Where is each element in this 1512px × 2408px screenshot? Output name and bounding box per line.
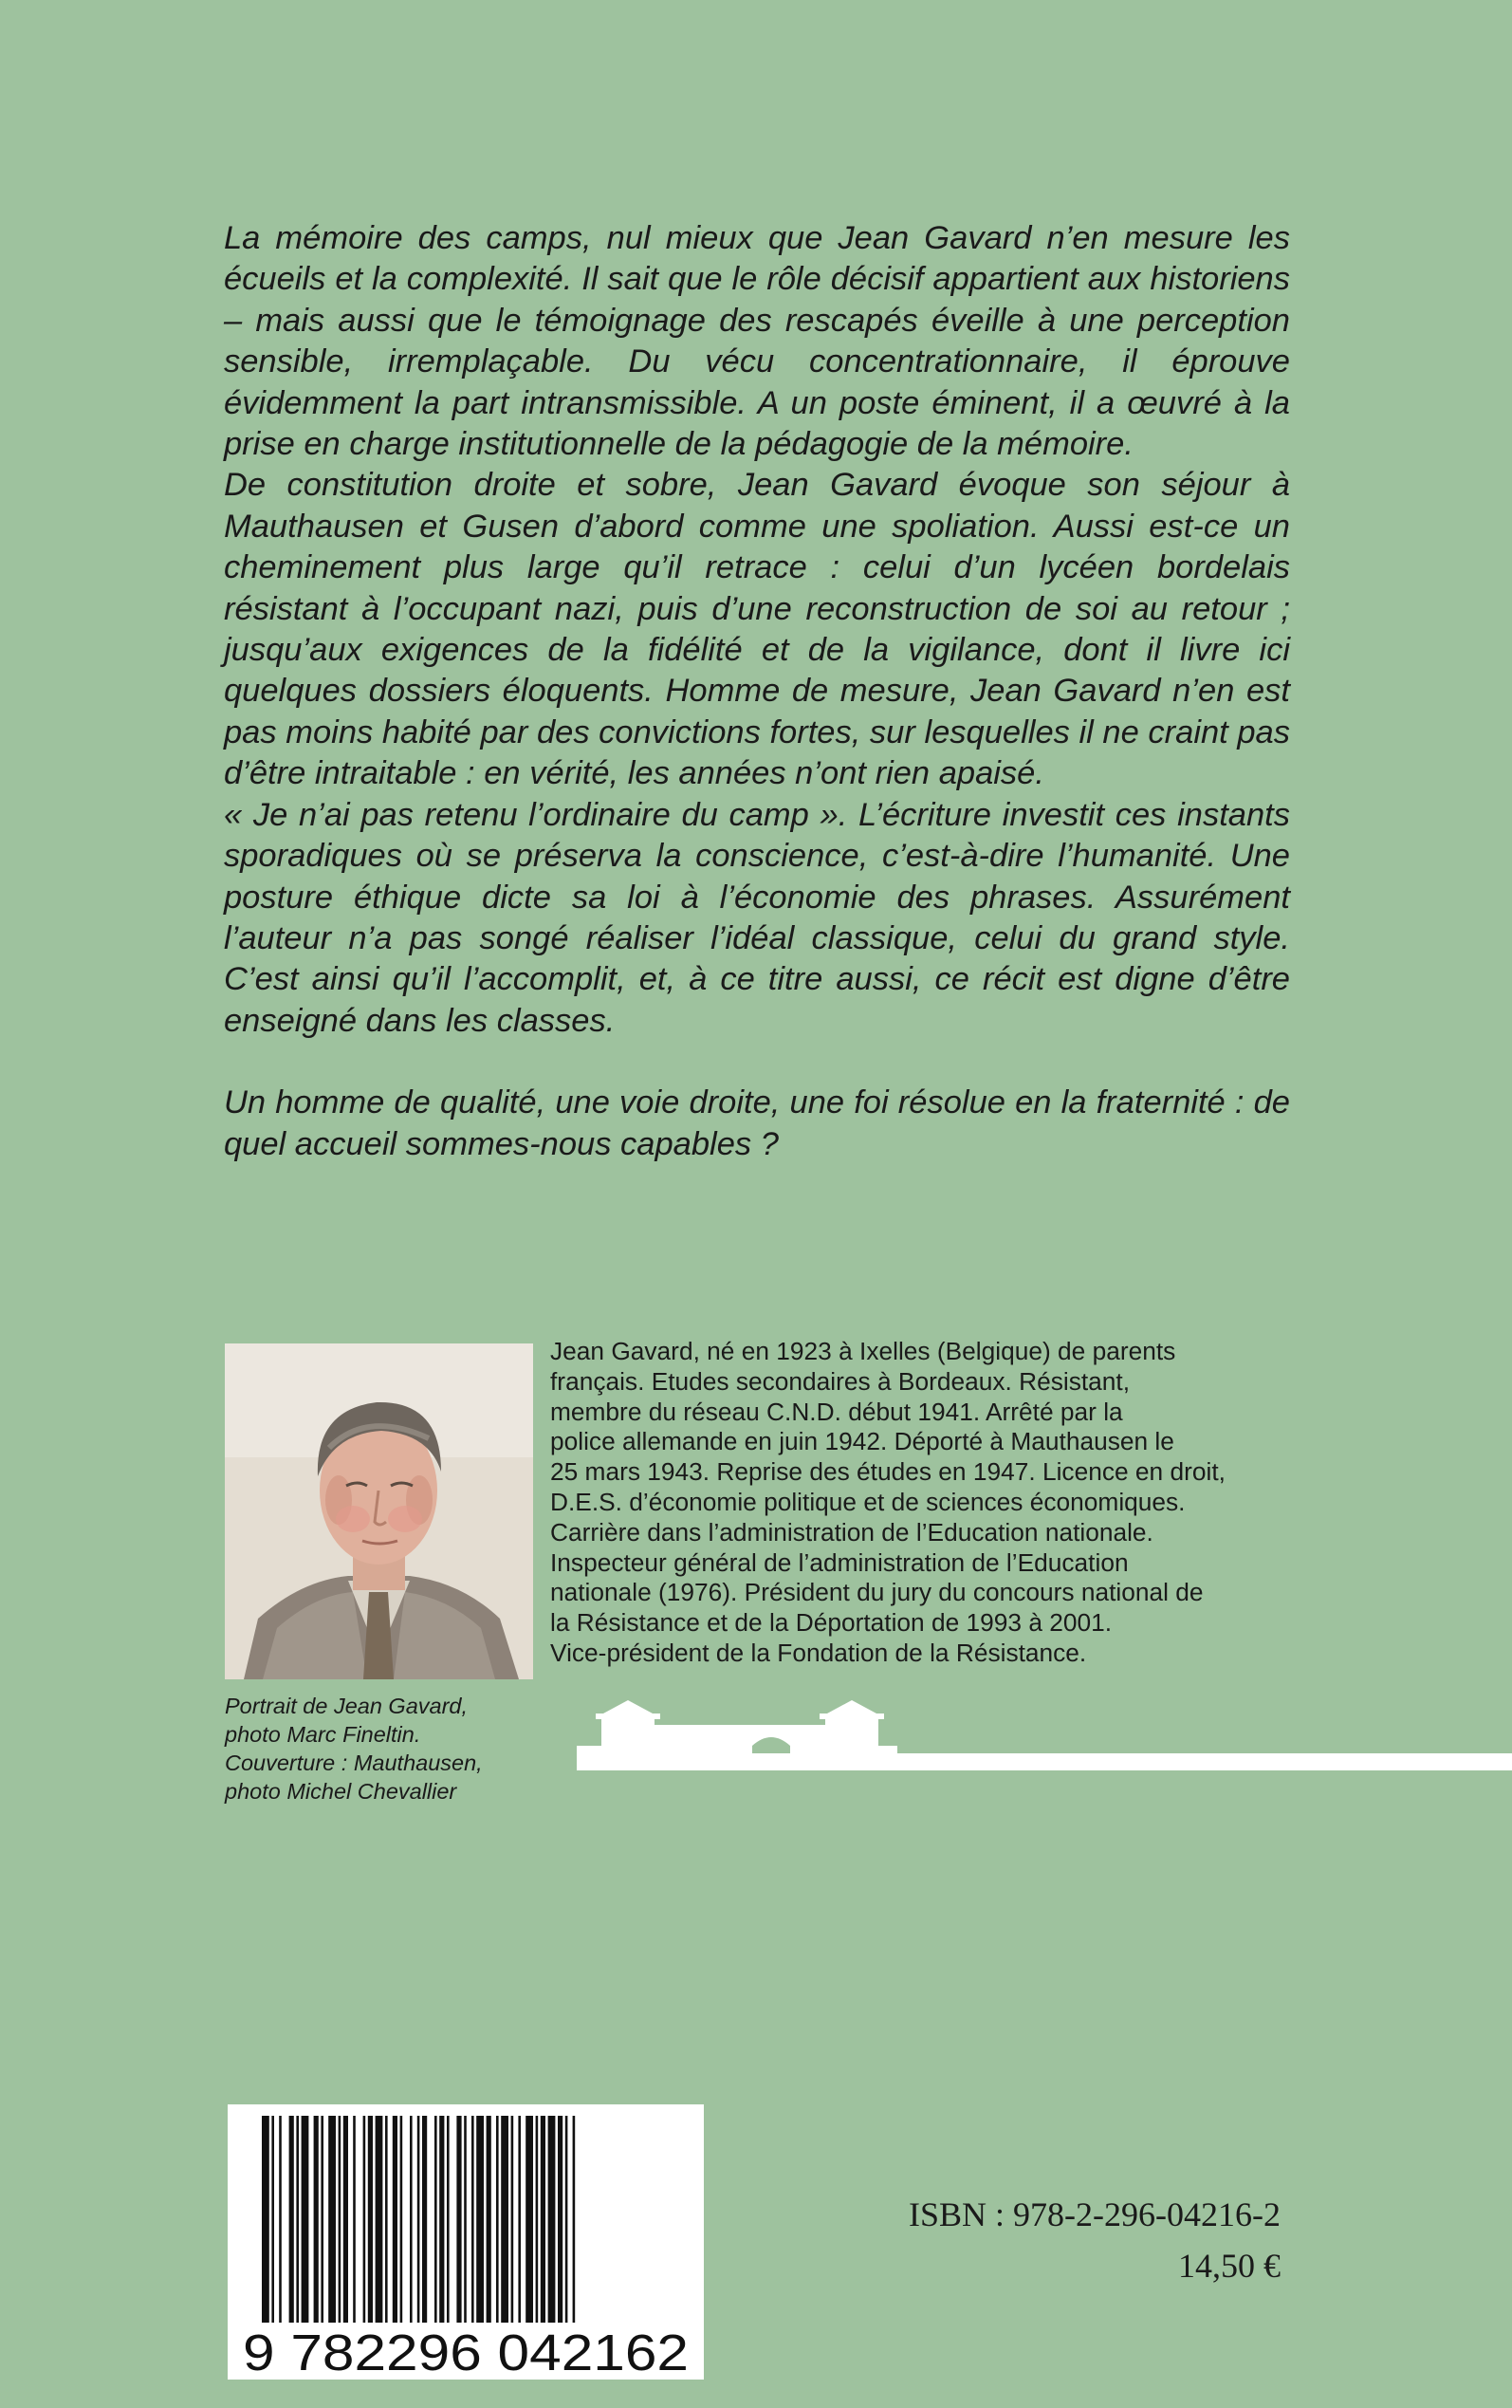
barcode-bar — [511, 2116, 514, 2323]
isbn: ISBN : 978-2-296-04216-2 — [909, 2195, 1281, 2233]
blurb-paragraph-4: Un homme de qualité, une voie droite, une foi résolue en la fraternité : de quel accueil sommes-nous capables ? — [224, 1084, 1290, 1162]
barcode-bar — [363, 2116, 366, 2323]
barcode-bar — [573, 2116, 576, 2323]
author-biography — [550, 1337, 1288, 1669]
price: 14,50 € — [1178, 2247, 1281, 2285]
barcode-bar — [417, 2116, 420, 2323]
barcode-bar — [343, 2116, 348, 2323]
barcode-bar — [302, 2116, 309, 2323]
barcode-bar — [368, 2116, 373, 2323]
barcode-bar — [262, 2116, 269, 2323]
barcode-bar — [385, 2116, 388, 2323]
barcode-bar — [487, 2116, 491, 2323]
bio-line: police allemande en juin 1942. Déporté à Mauthausen le — [550, 1427, 1174, 1456]
back-cover-blurb — [224, 218, 1290, 1165]
barcode-bar — [476, 2116, 484, 2323]
bio-line: D.E.S. d’économie politique et de sciences économiques. — [550, 1487, 1186, 1516]
bio-line: Vice-président de la Fondation de la Résistance. — [550, 1638, 1087, 1667]
barcode-bar — [496, 2116, 499, 2323]
barcode-bar — [289, 2116, 294, 2323]
caption-line-3: Couverture : Mauthausen, — [225, 1750, 483, 1775]
barcode-bars — [228, 2104, 704, 2380]
barcode-bar — [321, 2116, 323, 2323]
barcode-bar — [548, 2116, 556, 2323]
barcode-bar — [376, 2116, 383, 2323]
author-portrait-photo — [225, 1343, 533, 1679]
bio-line: Carrière dans l’administration de l’Education nationale. — [550, 1517, 1153, 1547]
barcode-bar — [558, 2116, 562, 2323]
barcode-bar — [518, 2116, 521, 2323]
barcode-bar — [279, 2116, 282, 2323]
barcode-digits: 9 782296 042162 — [243, 2325, 689, 2380]
barcode-bar — [271, 2116, 274, 2323]
bio-line: français. Etudes secondaires à Bordeaux. Résistant, — [550, 1366, 1131, 1396]
barcode-bar — [439, 2116, 444, 2323]
barcode-bar — [464, 2116, 467, 2323]
barcode-bar — [541, 2116, 545, 2323]
caption-line-1: Portrait de Jean Gavard, — [225, 1694, 469, 1718]
bio-line: membre du réseau C.N.D. début 1941. Arrêté par la — [550, 1397, 1123, 1426]
barcode-bar — [526, 2116, 533, 2323]
barcode-bar — [565, 2116, 568, 2323]
author-portrait-illustration — [225, 1343, 533, 1679]
barcode-bar — [501, 2116, 508, 2323]
bio-line: Jean Gavard, né en 1923 à Ixelles (Belgique) de parents — [550, 1337, 1176, 1365]
barcode-bar — [410, 2116, 413, 2323]
bio-line: la Résistance et de la Déportation de 1993 à 2001. — [550, 1608, 1113, 1638]
barcode-bar — [434, 2116, 437, 2323]
bio-line: 25 mars 1943. Reprise des études en 1947. Licence en droit, — [550, 1457, 1226, 1487]
photo-caption — [225, 1692, 547, 1806]
camp-silhouette-ornament — [577, 1696, 1512, 1791]
barcode-bar — [471, 2116, 474, 2323]
barcode-bar — [353, 2116, 356, 2323]
barcode — [228, 2104, 704, 2380]
barcode-bar — [314, 2116, 319, 2323]
blurb-paragraph-3: « Je n’ai pas retenu l’ordinaire du camp ». L’écriture investit ces instants sporadiques où se préserva la conscience, c’est-à-dire l’humanité. Une posture éthique dicte sa loi à l’économie des phrases. Assurément l’auteur n’a pas songé réaliser l’idéal classique, celui du grand style. C’est ainsi qu’il l’accomplit, et, à ce titre aussi, ce récit est digne d’être enseigné dans les classes. — [224, 796, 1290, 1039]
barcode-bar — [422, 2116, 427, 2323]
caption-line-2: photo Marc Fineltin. — [225, 1722, 421, 1747]
barcode-bar — [393, 2116, 397, 2323]
barcode-bar — [536, 2116, 539, 2323]
barcode-bar — [339, 2116, 341, 2323]
blurb-paragraph-1: La mémoire des camps, nul mieux que Jean Gavard n’en mesure les écueils et la complexité. Il sait que le rôle décisif appartient aux historiens – mais aussi que le témoignage des rescapés éveille à une perception sensible, irremplaçable. Du vécu concentrationnaire, il éprouve évidemment la part intransmissible. A un poste éminent, il a œuvré à la prise en charge institutionnelle de la pédagogie de la mémoire. — [224, 220, 1290, 463]
barcode-bar — [456, 2116, 461, 2323]
barcode-bar — [400, 2116, 403, 2323]
blurb-paragraph-2: De constitution droite et sobre, Jean Gavard évoque son séjour à Mauthausen et Gusen d’abord comme une spoliation. Aussi est-ce un cheminement plus large qu’il retrace : celui d’un lycéen bordelais résistant à l’occupant nazi, puis d’une reconstruction de soi au retour ; jusqu’aux exigences de la fidélité et de la vigilance, dont il livre ici quelques dossiers éloquents. Homme de mesure, Jean Gavard n’en est pas moins habité par des convictions fortes, sur lesquelles il ne craint pas d’être intraitable : en vérité, les années n’ont rien apaisé. — [224, 467, 1290, 792]
barcode-bar — [296, 2116, 299, 2323]
caption-line-4: photo Michel Chevallier — [225, 1779, 457, 1804]
barcode-bar — [447, 2116, 450, 2323]
bio-line: Inspecteur général de l’administration de l’Education — [550, 1547, 1129, 1577]
barcode-bar — [328, 2116, 336, 2323]
bio-line: nationale (1976). Président du jury du concours national de — [550, 1578, 1204, 1607]
